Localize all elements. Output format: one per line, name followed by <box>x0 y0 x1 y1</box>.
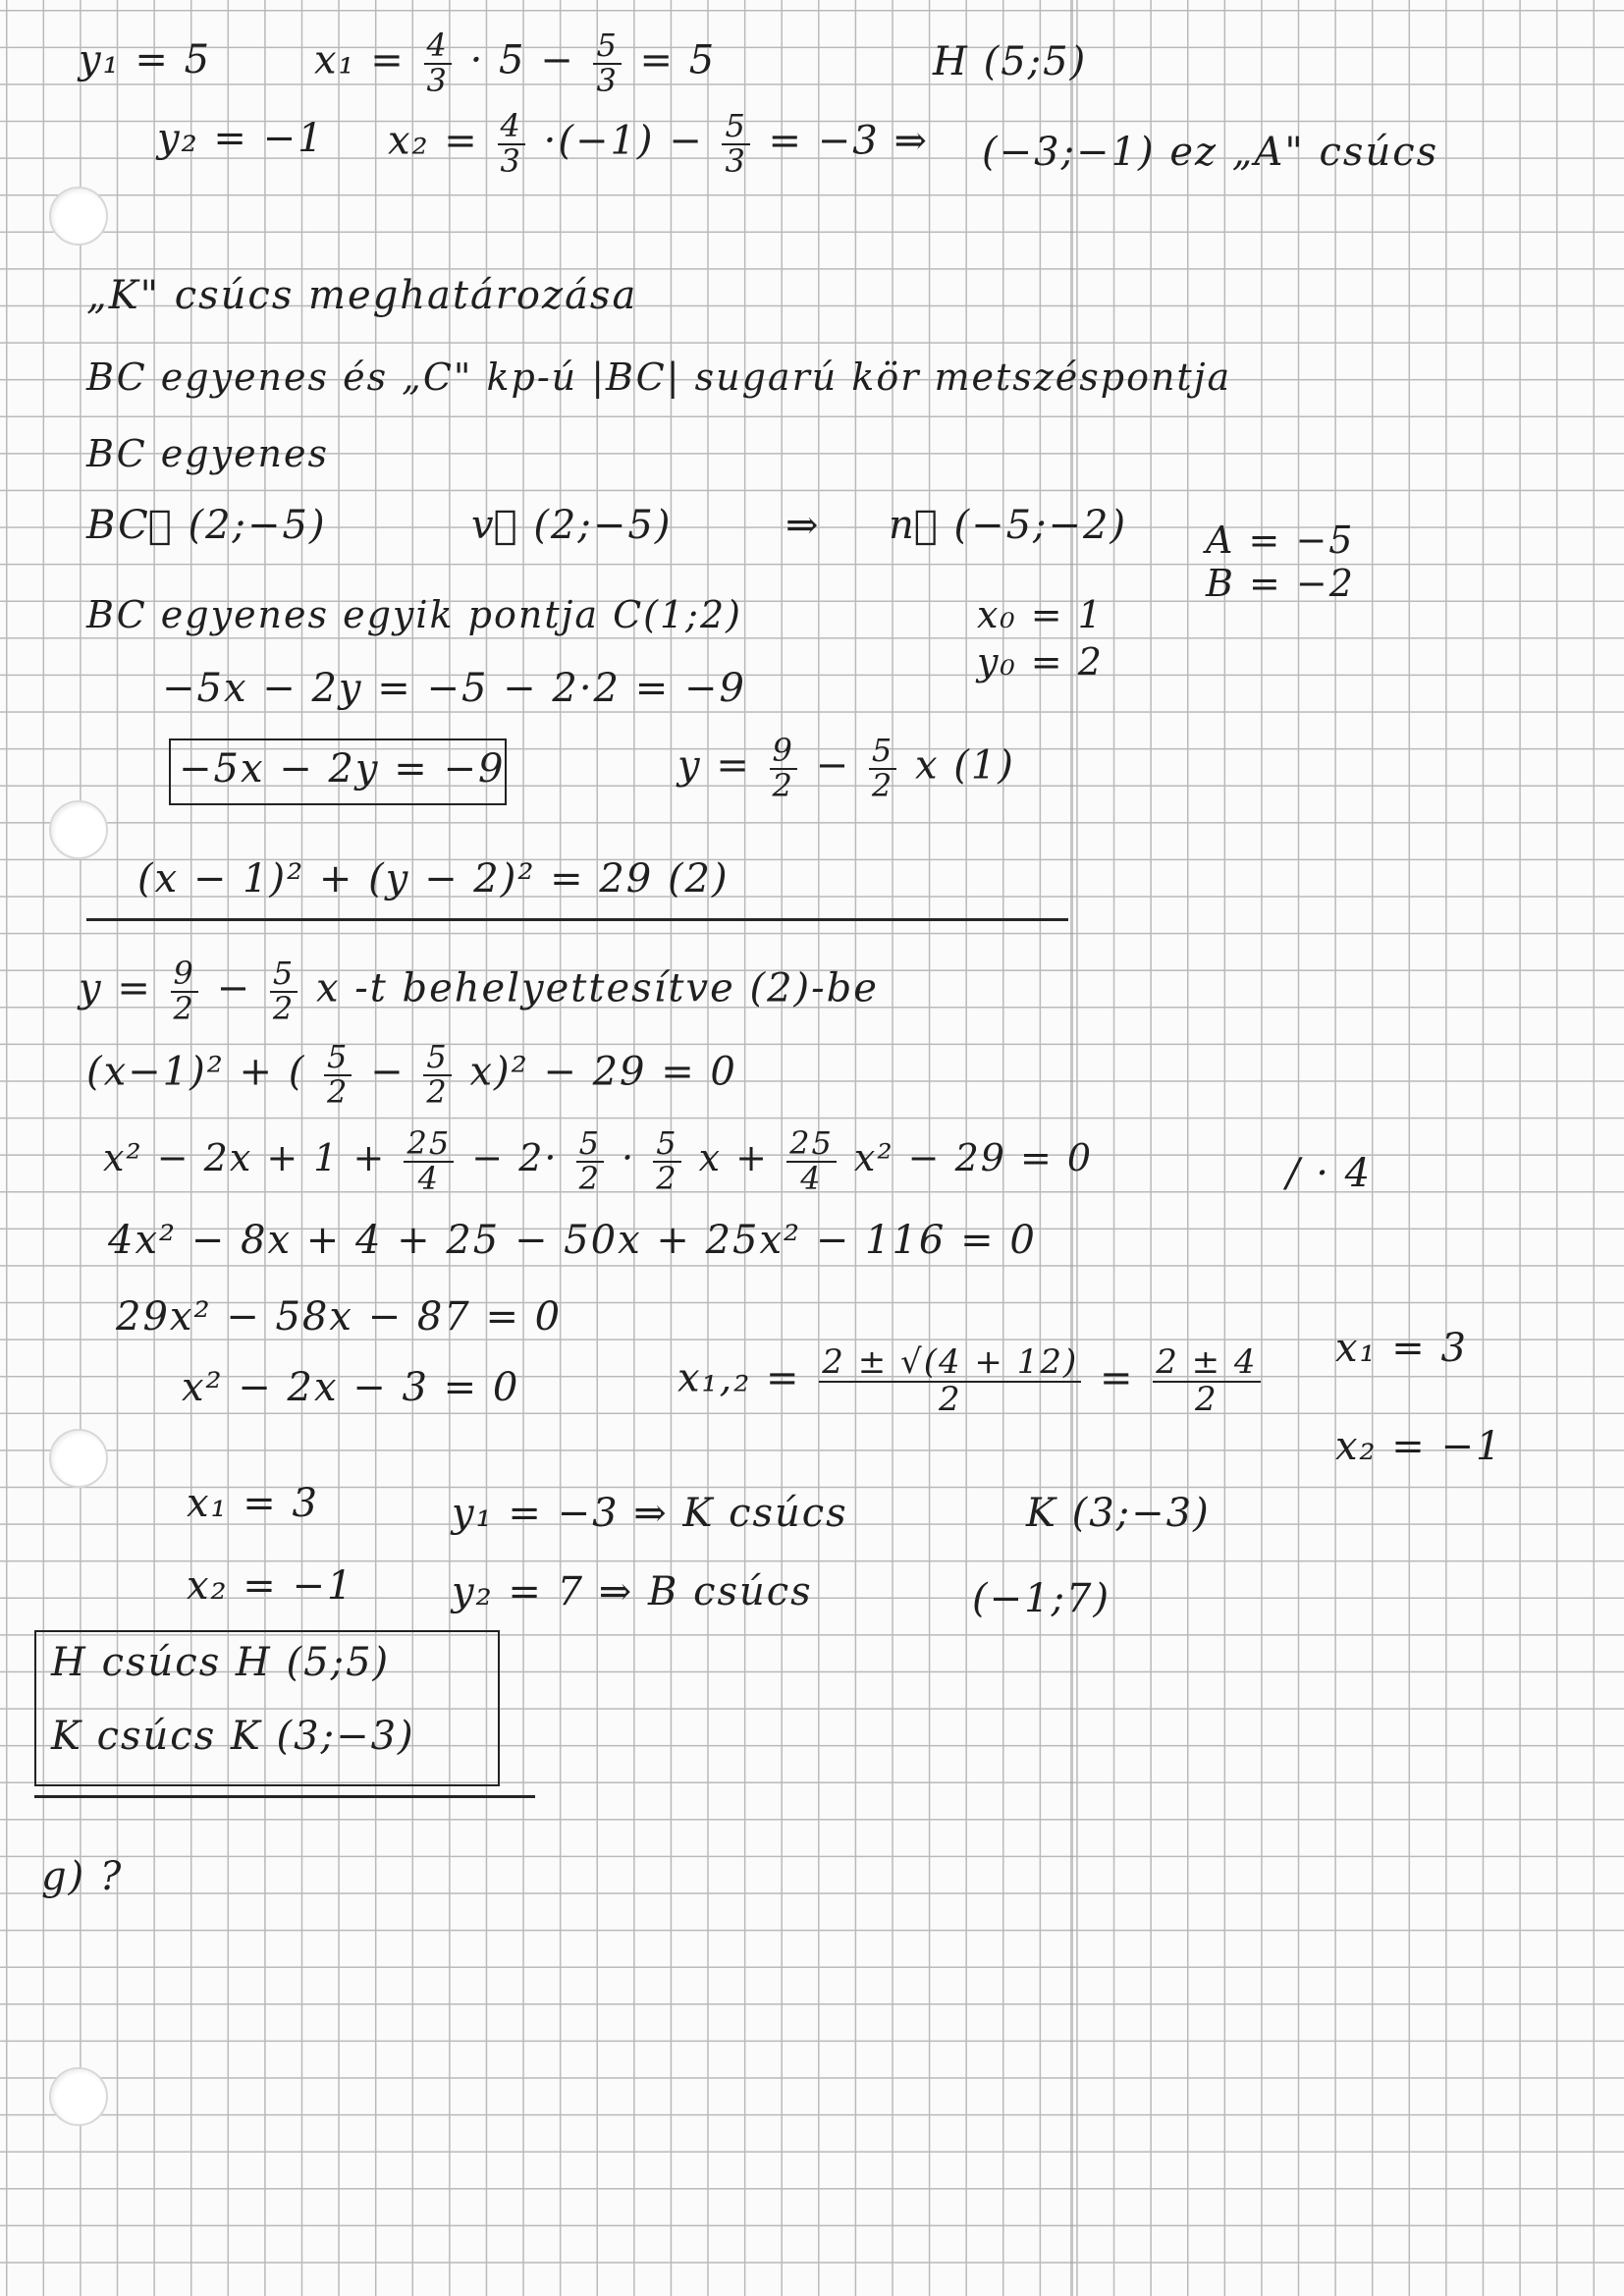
point-B: (−1;7) <box>972 1576 1111 1621</box>
root-x1: x₁ = 3 <box>1335 1326 1468 1371</box>
punch-hole <box>49 1429 108 1488</box>
step-5: x² − 2x − 3 = 0 <box>182 1365 520 1410</box>
punch-hole <box>49 800 108 859</box>
line-equation-boxed: −5x − 2y = −9 <box>179 746 506 792</box>
step-2: x² − 2x + 1 + $\frac{25}{4}$ − 2· $\frac{5}{2}$ · $\frac{5}{2}$ x + $\frac{25}{4}$ x² − 29 = 0 <box>103 1124 1094 1197</box>
x1-equation: x₁ = $\frac{4}{3}$ · 5 − $\frac{5}{3}$ = 5 <box>314 27 717 99</box>
answer-H: H csúcs H (5;5) <box>51 1640 391 1685</box>
bc-line-label: BC egyenes <box>86 432 330 475</box>
direction-vector: v⃗ (2;−5) <box>471 503 673 548</box>
result-y1: y₁ = −3 ⇒ K csúcs <box>452 1491 848 1536</box>
root-x2: x₂ = −1 <box>1335 1424 1503 1469</box>
step-3: 4x² − 8x + 4 + 25 − 50x + 25x² − 116 = 0 <box>108 1218 1037 1263</box>
bc-vector: BC⃗ (2;−5) <box>86 503 327 548</box>
B-coefficient: B = −2 <box>1206 562 1355 605</box>
arrow: ⇒ <box>785 503 821 548</box>
bc-point: BC egyenes egyik pontja C(1;2) <box>86 593 742 636</box>
normal-vector: n⃗ (−5;−2) <box>889 503 1128 548</box>
substitution-line: y = $\frac{9}{2}$ − $\frac{5}{2}$ x -t behelyettesítve (2)-be <box>79 955 879 1027</box>
x2-equation: x₂ = $\frac{4}{3}$ ·(−1) − $\frac{5}{3}$ = −3 ⇒ <box>388 107 929 180</box>
part-g-label: g) ? <box>41 1854 124 1899</box>
result-x2: x₂ = −1 <box>187 1563 354 1609</box>
circle-equation: (x − 1)² + (y − 2)² = 29 (2) <box>137 856 730 902</box>
step-4: 29x² − 58x − 87 = 0 <box>116 1294 563 1339</box>
y1-value: y₁ = 5 <box>79 37 212 82</box>
punch-hole <box>49 2067 108 2126</box>
result-y2: y₂ = 7 ⇒ B csúcs <box>452 1569 813 1614</box>
k-vertex-heading: „K" csúcs meghatározása <box>86 273 638 318</box>
result-x1: x₁ = 3 <box>187 1481 319 1526</box>
answer-K: K csúcs K (3;−3) <box>51 1714 415 1759</box>
step-1: (x−1)² + ( $\frac{5}{2}$ − $\frac{5}{2}$ x)² − 29 = 0 <box>86 1038 737 1111</box>
A-coefficient: A = −5 <box>1206 519 1355 562</box>
quadratic-formula: x₁,₂ = $\frac{2 \pm √(4 + 12)}{2}$ = $\frac{2 \pm 4}{2}$ <box>677 1345 1265 1417</box>
y0-value: y₀ = 2 <box>977 640 1104 683</box>
point-H: H (5;5) <box>933 39 1088 84</box>
bc-description: BC egyenes és „C" kp-ú |BC| sugarú kör metszéspontja <box>86 355 1232 399</box>
multiply-note: / · 4 <box>1286 1151 1373 1196</box>
answer-underline <box>34 1795 535 1798</box>
divider-rule <box>86 918 1068 921</box>
y2-value: y₂ = −1 <box>157 116 325 161</box>
punch-hole <box>49 187 108 246</box>
point-A: (−3;−1) ez „A" csúcs <box>982 130 1439 175</box>
line-equation-calc: −5x − 2y = −5 − 2·2 = −9 <box>162 666 746 711</box>
equation-1: y = $\frac{9}{2}$ − $\frac{5}{2}$ x (1) <box>677 732 1015 804</box>
point-K: K (3;−3) <box>1026 1491 1211 1536</box>
x0-value: x₀ = 1 <box>977 593 1104 636</box>
